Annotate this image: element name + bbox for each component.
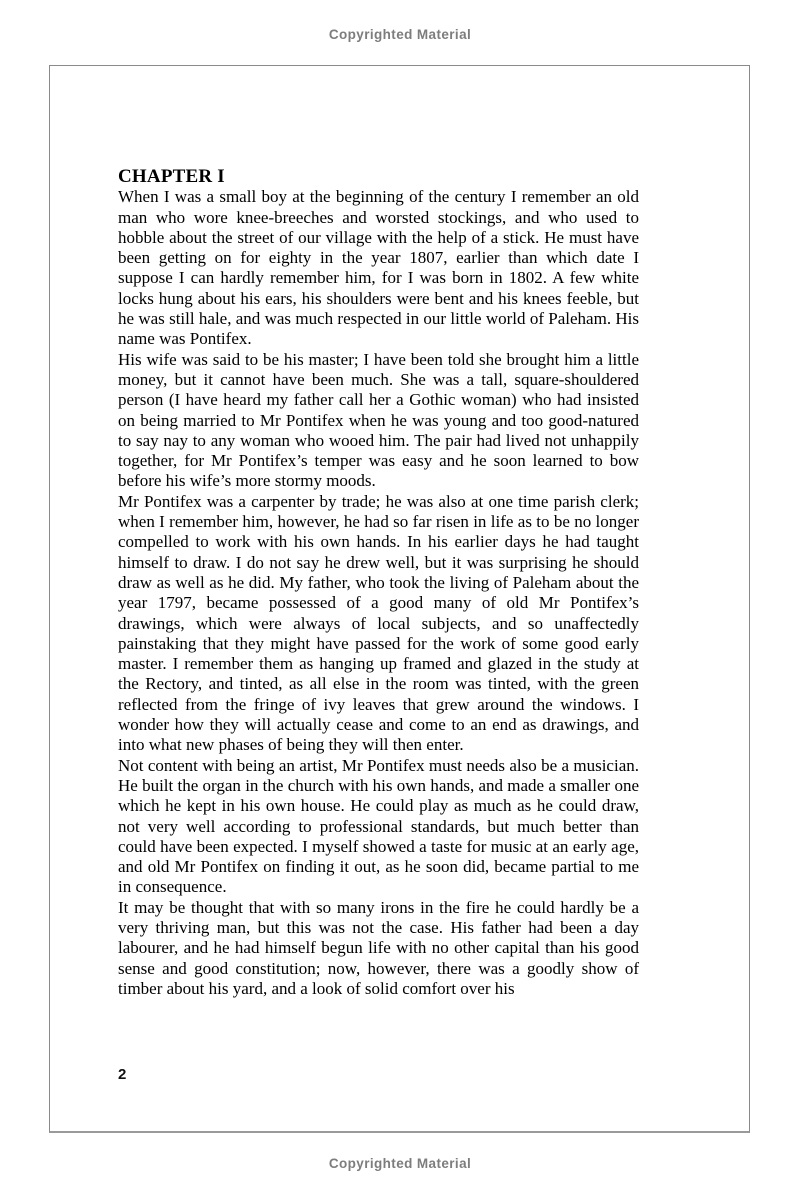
book-page <box>49 65 750 1133</box>
chapter-heading: CHAPTER I <box>118 166 225 187</box>
paragraph-1: When I was a small boy at the beginning of the century I remember an old man who wore knee-breeches and worsted stockings, and who used to hobble about the street of our village with the help of a stick. He must have been getting on for eighty in the year 1807, earlier than which date I suppose I can hardly remember him, for I was born in 1802. A few white locks hung about his ears, his shoulders were bent and his knees feeble, but he was still hale, and was much respected in our little world of Paleham. His name was Pontifex. <box>118 187 639 349</box>
paragraph-3: Mr Pontifex was a carpenter by trade; he was also at one time parish clerk; when I remember him, however, he had so far risen in life as to be no longer compelled to work with his own hands. In his earlier days he had taught himself to draw. I do not say he drew well, but it was surprising he should draw as well as he did. My father, who took the living of Paleham about the year 1797, became possessed of a good many of old Mr Pontifex’s drawings, which were always of local subjects, and so unaffectedly painstaking that they might have passed for the work of some good early master. I remember them as hanging up framed and glazed in the study at the Rectory, and tinted, as all else in the room was tinted, with the green reflected from the fringe of ivy leaves that grew around the windows. I wonder how they will actually cease and come to an end as drawings, and into what new phases of being they will then enter. <box>118 491 639 755</box>
copyright-notice-bottom: Copyrighted Material <box>328 1156 472 1171</box>
page-number: 2 <box>118 1066 127 1083</box>
paragraph-2: His wife was said to be his master; I have been told she brought him a little money, but it cannot have been much. She was a tall, square-shouldered person (I have heard my father call her a Gothic woman) who had insisted on being married to Mr Pontifex when he was young and too good-natured to say nay to any woman who wooed him. The pair had lived not unhappily together, for Mr Pontifex’s temper was easy and he soon learned to bow before his wife’s more stormy moods. <box>118 349 639 491</box>
paragraph-4: Not content with being an artist, Mr Pontifex must needs also be a musician. He built the organ in the church with his own hands, and made a smaller one which he kept in his own house. He could play as much as he could draw, not very well according to professional standards, but much better than could have been expected. I myself showed a taste for music at an early age, and old Mr Pontifex on finding it out, as he soon did, became partial to me in consequence. <box>118 755 639 897</box>
copyright-notice-top: Copyrighted Material <box>328 27 472 42</box>
paragraph-5: It may be thought that with so many irons in the fire he could hardly be a very thriving man, but this was not the case. His father had been a day labourer, and he had himself begun life with no other capital than his good sense and good constitution; now, however, there was a goodly show of timber about his yard, and a look of solid comfort over his <box>118 897 639 998</box>
page-text-block <box>118 167 639 999</box>
